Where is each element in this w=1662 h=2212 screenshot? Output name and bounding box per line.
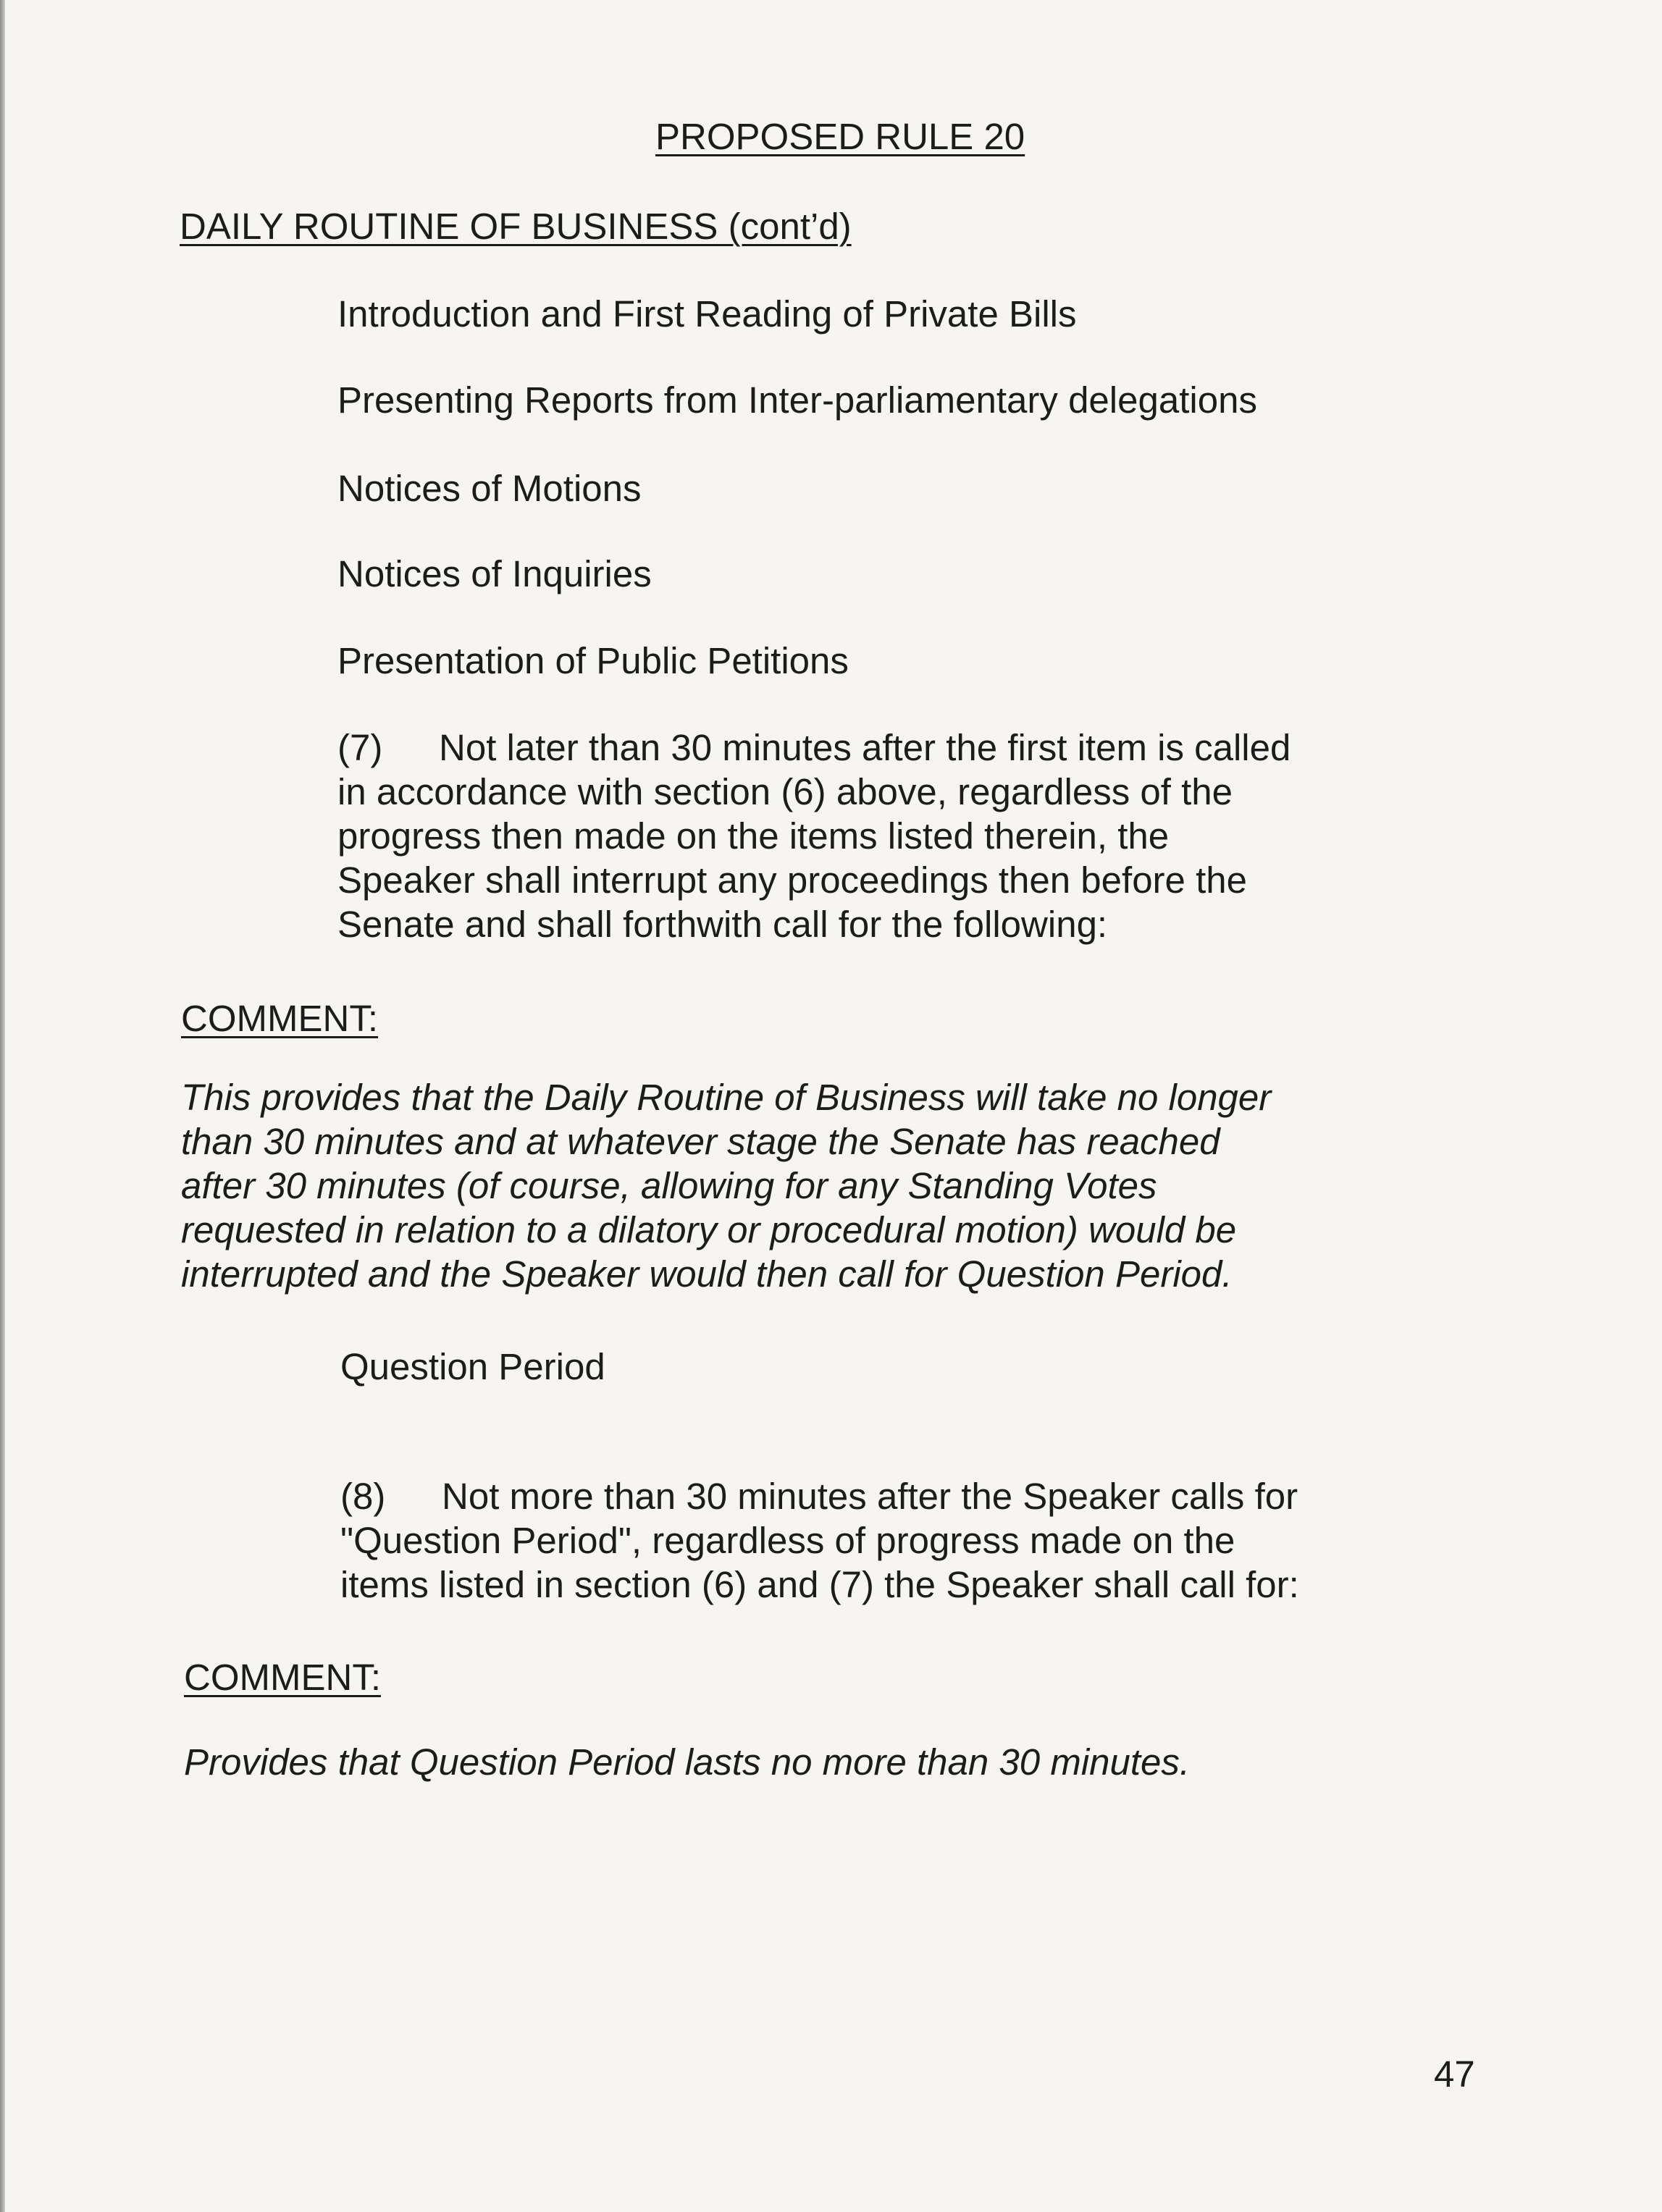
comment-text: This provides that the Daily Routine of Business will take no longer than 30 minutes and at whatever stage the Senate has reached after 30 minutes (of course, allowing for any Standing Votes requested in relation to a dilatory or procedural motion) would be interrupted and the Speaker would then call for Question Period.: [181, 1077, 1272, 1295]
subsection-number: (8): [340, 1476, 386, 1517]
comment-label: COMMENT:: [181, 998, 378, 1039]
list-item: Introduction and First Reading of Private Bills: [337, 293, 1077, 335]
comment-text: Provides that Question Period lasts no more than 30 minutes.: [184, 1741, 1191, 1783]
scan-edge: [0, 0, 5, 2212]
question-period-label: Question Period: [340, 1346, 605, 1387]
list-item: Notices of Inquiries: [337, 553, 652, 594]
subsection-7: (7) Not later than 30 minutes after the first item is called in accordance with section (6) above, regardless of the progress then made on the items listed therein, the Speaker shall interrupt any proceedings then before the Senate and shall forthwith call for the following:: [337, 727, 1291, 945]
list-item: Presenting Reports from Inter-parliamentary delegations: [337, 379, 1257, 421]
page-title: PROPOSED RULE 20: [655, 116, 1025, 157]
comment-label: COMMENT:: [184, 1657, 381, 1698]
page-number: 47: [1434, 2053, 1475, 2095]
section-heading: DAILY ROUTINE OF BUSINESS (cont’d): [180, 206, 852, 247]
subsection-8: (8) Not more than 30 minutes after the Speaker calls for "Question Period", regardless of progress made on the items listed in section (6) and (7) the Speaker shall call for:: [340, 1476, 1299, 1605]
subsection-number: (7): [337, 727, 383, 768]
list-item: Notices of Motions: [337, 468, 642, 509]
list-item: Presentation of Public Petitions: [337, 640, 849, 681]
